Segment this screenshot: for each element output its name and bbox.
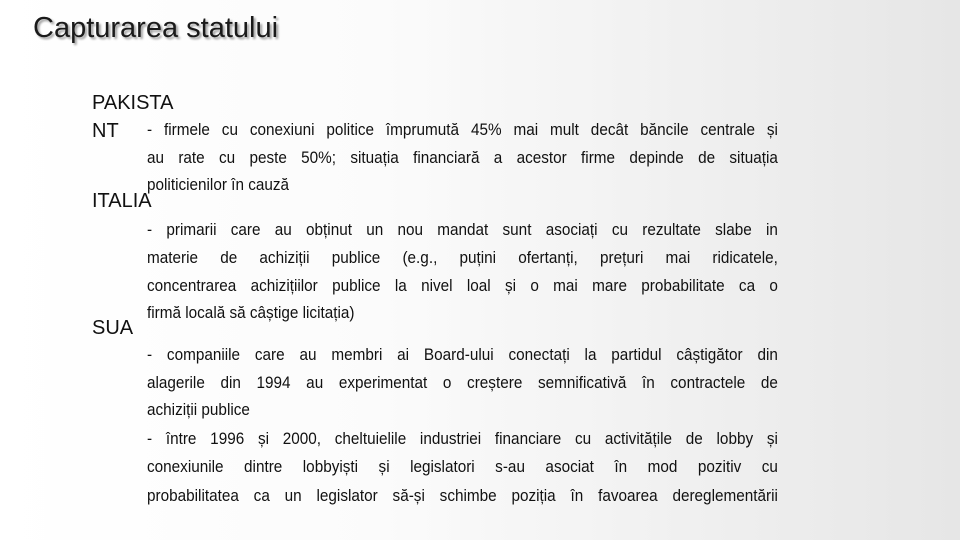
text-line: - firmele cu conexiuni politice împrumută 45% mai mult decât băncile centrale și (147, 120, 778, 139)
country-label-pakistan-2: NT (92, 120, 119, 142)
text-line: - primarii care au obținut un nou mandat sunt asociați cu rezultate slabe in (147, 220, 778, 239)
country-label-pakistan-1: PAKISTA (92, 92, 174, 114)
text-line: concentrarea achizițiilor publice la nivel loal și o mai mare probabilitate ca o (147, 276, 778, 295)
text-line: politicienilor în cauză (147, 175, 290, 194)
text-line: firmă locală să câștige licitația) (147, 303, 355, 322)
text-line: alagerile din 1994 au experimentat o creștere semnificativă în contractele de (147, 373, 778, 392)
text-line: - între 1996 și 2000, cheltuielile industriei financiare cu activitățile de lobby și (147, 429, 778, 448)
text-line: materie de achiziții publice (e.g., puțini ofertanți, prețuri mai ridicatele, (147, 248, 778, 267)
country-label-sua: SUA (92, 317, 134, 339)
text-line: au rate cu peste 50%; situația financiară a acestor firme depinde de situația (147, 148, 778, 167)
text-line: achiziții publice (147, 400, 250, 419)
text-line: probabilitatea ca un legislator să-și schimbe poziția în favoarea dereglementării (147, 486, 778, 505)
text-line: - companiile care au membri ai Board-ului conectați la partidul câștigător din (147, 345, 778, 364)
text-line: conexiunile dintre lobbyiști și legislatori s-au asociat în mod pozitiv cu (147, 457, 778, 476)
slide-title: Capturarea statului (33, 12, 279, 44)
country-label-italia: ITALIA (92, 190, 152, 212)
